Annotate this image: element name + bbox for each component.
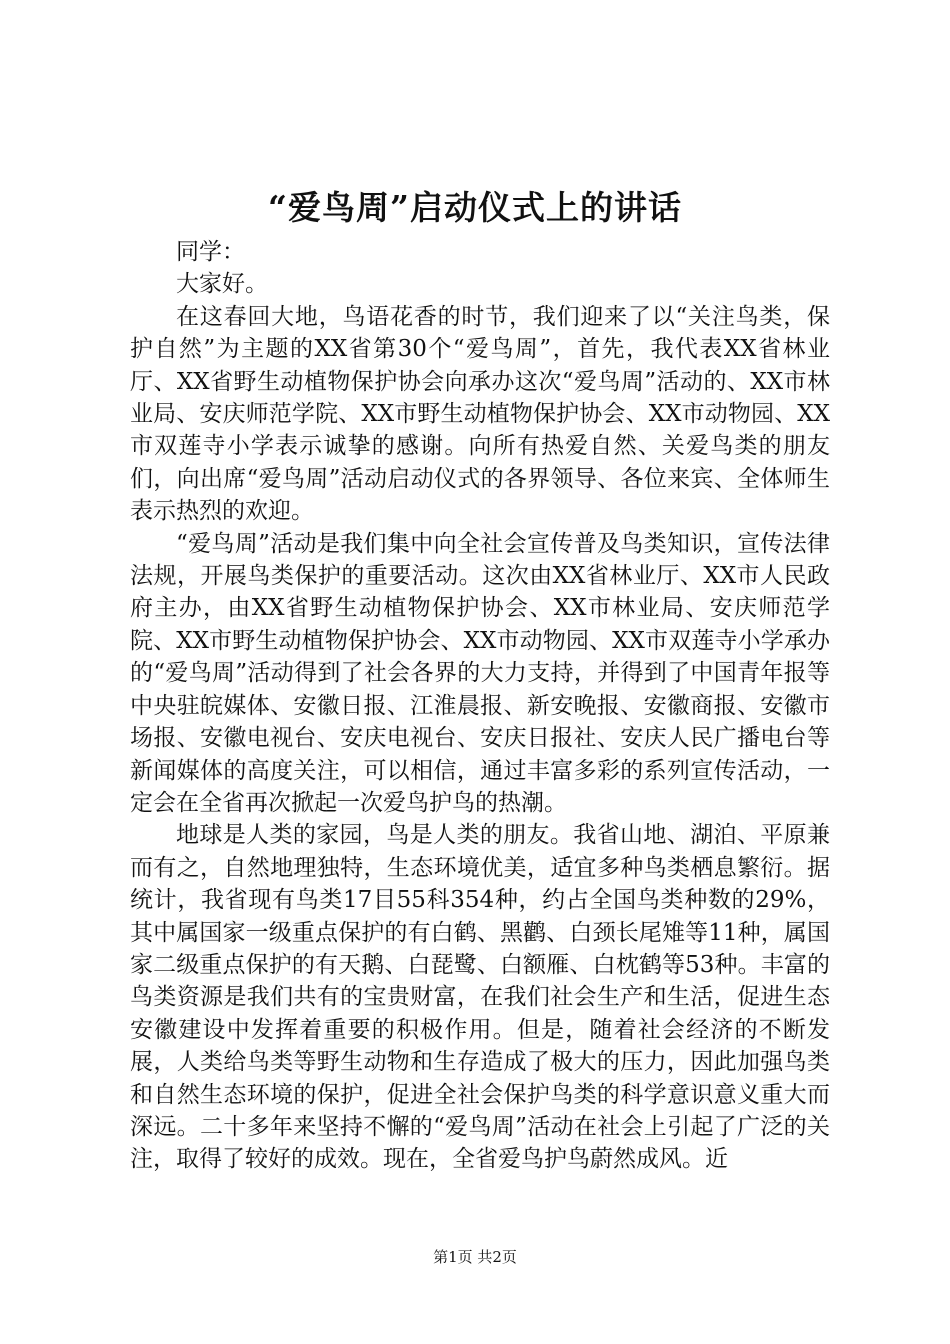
paragraph-birds: 地球是人类的家园，鸟是人类的朋友。我省山地、湖泊、平原兼而有之，自然地理独特，生态环境优美，适宜多种鸟类栖息繁衍。据统计，我省现有鸟类17目55科354种，约占全国鸟类种数的29%，其中属国家一级重点保护的有白鹤、黑鹳、白颈长尾雉等11种，属国家二级重点保护的有天鹅、白琵鹭、白额雁、白枕鹤等53种。丰富的鸟类资源是我们共有的宝贵财富，在我们社会生产和生活，促进生态安徽建设中发挥着重要的积极作用。但是，随着社会经济的不断发展，人类给鸟类等野生动物和生存造成了极大的压力，因此加强鸟类和自然生态环境的保护，促进全社会保护鸟类的科学意识意义重大而深远。二十多年来坚持不懈的“爱鸟周”活动在社会上引起了广泛的关注，取得了较好的成效。现在，全省爱鸟护鸟蔚然成风。近 <box>130 822 830 1173</box>
page-title: “爱鸟周”启动仪式上的讲话 <box>268 188 682 227</box>
document-body <box>130 236 830 1176</box>
paragraph-activity: “爱鸟周”活动是我们集中向全社会宣传普及鸟类知识，宣传法律法规，开展鸟类保护的重要活动。这次由XX省林业厅、XX市人民政府主办，由XX省野生动植物保护协会、XX市林业局、安庆师范学院、XX市野生动植物保护协会、XX市动物园、XX市双莲寺小学承办的“爱鸟周”活动得到了社会各界的大力支持，并得到了中国青年报等中央驻皖媒体、安徽日报、江淮晨报、新安晚报、安徽商报、安徽市场报、安徽电视台、安庆电视台、安庆日报社、安庆人民广播电台等新闻媒体的高度关注，可以相信，通过丰富多彩的系列宣传活动，一定会在全省再次掀起一次爱鸟护鸟的热潮。 <box>130 530 830 816</box>
paragraph-greeting: 大家好。 <box>176 271 268 298</box>
paragraph-salutation: 同学： <box>176 239 245 265</box>
paragraph-opening: 在这春回大地，鸟语花香的时节，我们迎来了以“关注鸟类，保护自然”为主题的XX省第30个“爱鸟周”，首先，我代表XX省林业厅、XX省野生动植物保护协会向承办这次“爱鸟周”活动的、XX市林业局、安庆师范学院、XX市野生动植物保护协会、XX市动物园、XX市双莲寺小学表示诚挚的感谢。向所有热爱自然、关爱鸟类的朋友们，向出席“爱鸟周”活动启动仪式的各界领导、各位来宾、全体师生表示热烈的欢迎。 <box>130 303 830 525</box>
page-footer: 第1页 共2页 <box>433 1248 517 1266</box>
